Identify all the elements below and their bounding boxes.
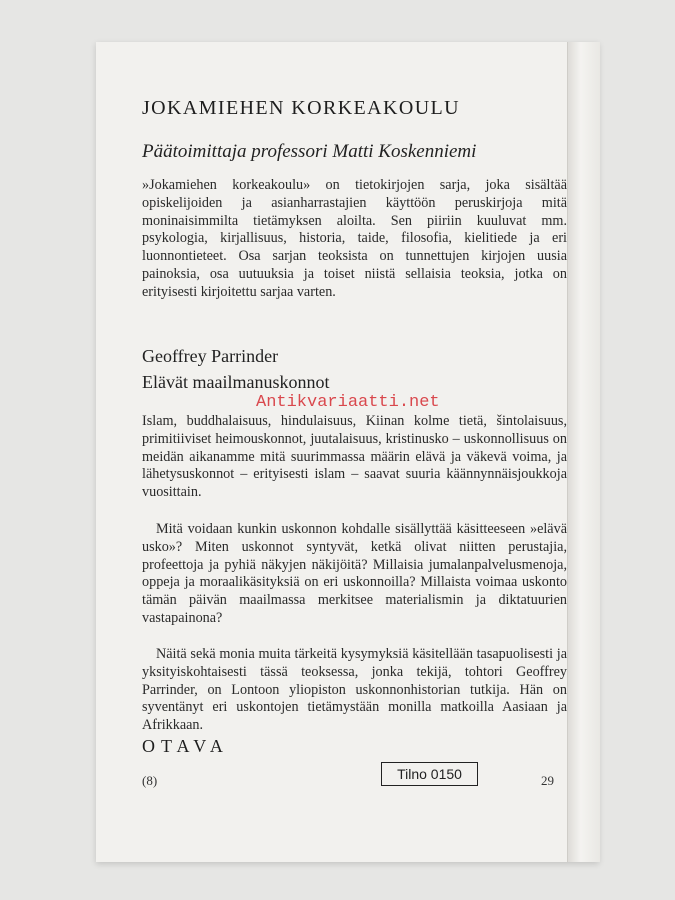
series-title: JOKAMIEHEN KORKEAKOULU bbox=[142, 97, 460, 119]
editor-line: Päätoimittaja professori Matti Koskenniemi bbox=[142, 141, 477, 162]
volume-number: (8) bbox=[142, 773, 158, 788]
description-paragraph-3: Näitä sekä monia muita tärkeitä kysymyksiä käsitellään tasapuolisesti ja yksityiskohtaisesti tässä teoksessa, jonka tekijä, tohtori Geoffrey Parrinder, on Lontoon yliopiston uskonnonhistorian tutkija. Hän on syventänyt eri uskontojen tietämystään monilla matkoilla Aasiaan ja Afrikkaan. bbox=[142, 646, 567, 734]
book-title: Elävät maailmanuskonnot bbox=[142, 372, 330, 392]
description-paragraph-2: Mitä voidaan kunkin uskonnon kohdalle sisällyttää käsitteeseen »elävä usko»? Miten uskonnot syntyvät, ketkä olivat niitten perustajia, profeettoja ja pyhiä näkyjen näkijöitä? Millaisia jumalanpalvelusmenoja, oppeja ja moraalikäsityksiä on eri uskonnoilla? Millaista voimaa uskonto tämän päivän maailmassa merkitsee materialismin ja diktatuurien vastapainona? bbox=[142, 521, 567, 626]
publisher-name: OTAVA bbox=[142, 736, 229, 756]
tilno-label: Tilno 0150 bbox=[381, 762, 478, 786]
book-spine-edge bbox=[567, 42, 600, 862]
series-description: »Jokamiehen korkeakoulu» on tietokirjojen sarja, joka sisältää opiskelijoiden ja asianharrastajien käyttöön peruskirjoja mitä moninaisimmilta tietämyksen aloilta. Sen piiriin kuuluvat mm. psykologia, kirjallisuus, historia, taide, filosofia, kielitiede ja eri luonnontieteet. Osa sarjan teoksista on tunnettujen kirjojen uusia painoksia, osa uutuuksia ja toiset niistä sellaisia teoksia, jotka on erityisesti kirjoitettu sarjaa varten. bbox=[142, 177, 567, 300]
price-code: 29 bbox=[541, 773, 554, 788]
book-author: Geoffrey Parrinder bbox=[142, 346, 279, 366]
watermark: Antikvariaatti.net bbox=[256, 393, 440, 412]
description-paragraph-1: Islam, buddhalaisuus, hindulaisuus, Kiinan kolme tietä, šintolaisuus, primitiiviset heimouskonnot, juutalaisuus, kristinusko – uskonnollisuus on meidän aikanamme mitä suurimmassa määrin elävä ja väkevä voima, ja lähetysuskonnot – erityisesti islam – saavat suuria käännynnäisjoukkoja vuosittain. bbox=[142, 413, 567, 501]
